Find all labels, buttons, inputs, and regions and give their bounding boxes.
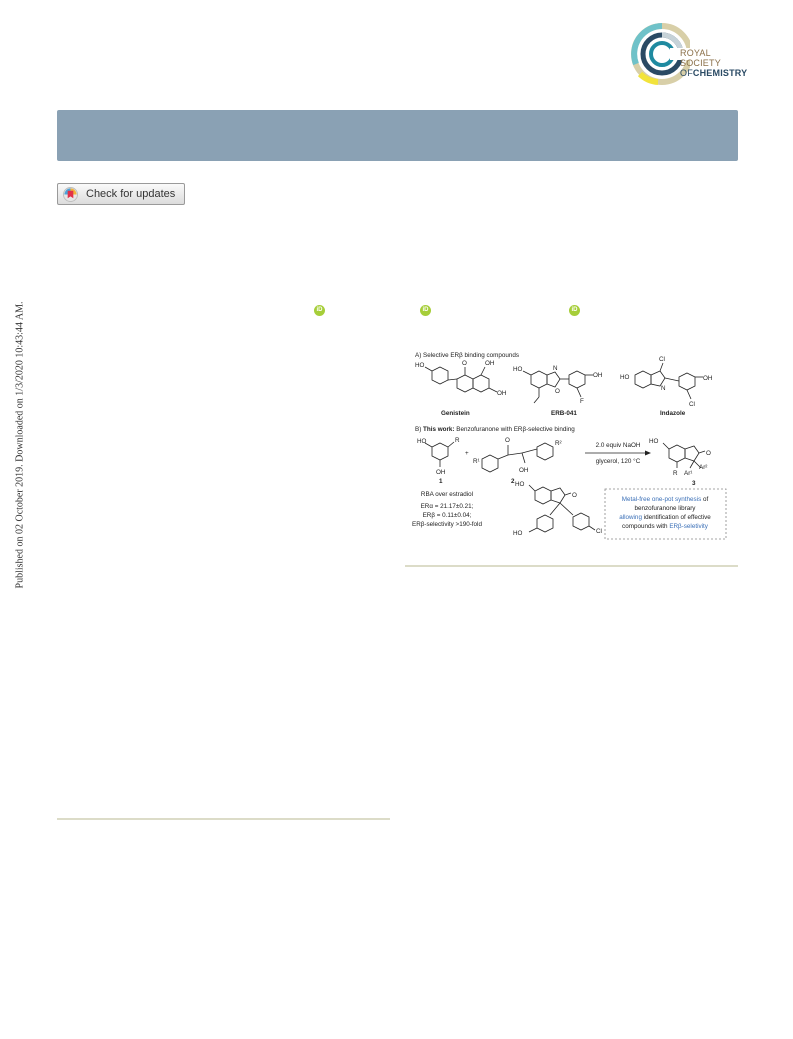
rba-title: RBA over estradiol xyxy=(420,491,474,498)
plus-sign: + xyxy=(465,450,469,457)
compound-3-ho: HO xyxy=(649,438,659,445)
erb041-f: F xyxy=(580,398,584,405)
crossmark-icon xyxy=(63,187,78,202)
lead-ho-bottom: HO xyxy=(513,530,523,537)
compound-3-label: 3 xyxy=(692,480,696,487)
erb041-n: N xyxy=(553,365,558,372)
indazole-structure xyxy=(635,363,703,399)
lead-ho: HO xyxy=(515,481,525,488)
box-line3: allowing identification of effective xyxy=(619,514,711,521)
genistein-label: Genistein xyxy=(441,410,470,417)
erb041-ho: HO xyxy=(513,366,523,373)
genistein-oh-bottom: OH xyxy=(497,390,507,397)
compound-2-r1: R¹ xyxy=(473,458,480,465)
genistein-o: O xyxy=(462,360,467,367)
reaction-arrow xyxy=(585,451,651,456)
logo-line2-prefix: OF xyxy=(680,68,693,78)
erb041-o: O xyxy=(555,388,560,395)
header-banner xyxy=(57,110,738,161)
box-line4: compounds with ERβ-seletivity xyxy=(622,523,708,530)
genistein-oh-top: OH xyxy=(485,360,495,367)
lead-compound-structure xyxy=(529,485,595,532)
rba-selectivity: ERβ-selectivity >190-fold xyxy=(412,521,482,528)
erb041-oh: OH xyxy=(593,372,603,379)
graphical-abstract-figure xyxy=(405,345,738,545)
compound-2-label: 2 xyxy=(511,478,515,485)
compound-1-oh: OH xyxy=(436,469,446,476)
indazole-oh: OH xyxy=(703,375,713,382)
indazole-cl-top: Cl xyxy=(659,356,665,363)
compound-2-structure xyxy=(482,443,553,472)
compound-3-ar2: Ar² xyxy=(699,464,708,471)
section-b-title: B) This work: Benzofuranone with ERβ-selective binding xyxy=(415,426,575,433)
orcid-icon[interactable]: iD xyxy=(569,305,580,316)
lead-o: O xyxy=(572,492,577,499)
lead-cl: Cl xyxy=(596,528,602,535)
compound-1-label: 1 xyxy=(439,478,443,485)
indazole-ho: HO xyxy=(620,374,630,381)
compound-1-structure xyxy=(425,442,454,467)
rba-era: ERα = 21.17±0.21; xyxy=(420,503,474,510)
compound-2-oh: OH xyxy=(519,467,529,474)
box-line2: benzofuranone library xyxy=(634,505,696,512)
section-a-title: A) Selective ERβ binding compounds xyxy=(415,352,520,359)
orcid-icon[interactable]: iD xyxy=(314,305,325,316)
box-line1: Metal-free one-pot synthesis of xyxy=(621,496,709,503)
compound-3-r: R xyxy=(673,470,678,477)
published-sidebar-text: Published on 02 October 2019. Downloaded on 1/3/2020 10:43:44 AM. xyxy=(14,301,26,589)
indazole-label: Indazole xyxy=(660,410,686,417)
arrow-conditions-bottom: glycerol, 120 °C xyxy=(595,458,641,465)
check-for-updates-button[interactable] xyxy=(57,183,185,205)
figure-divider xyxy=(405,565,738,567)
check-for-updates-label: Check for updates xyxy=(86,188,176,200)
genistein-ho: HO xyxy=(415,362,425,369)
compound-3-o: O xyxy=(706,450,711,457)
column-divider xyxy=(57,818,390,820)
rsc-logo xyxy=(630,18,748,92)
genistein-structure xyxy=(425,367,497,392)
compound-1-ho: HO xyxy=(417,438,427,445)
arrow-conditions-top: 2.0 equiv NaOH xyxy=(595,442,641,449)
rba-erb: ERβ = 0.11±0.04; xyxy=(422,512,472,519)
compound-3-ar1: Ar¹ xyxy=(684,470,693,477)
indazole-cl-bottom: Cl xyxy=(689,401,695,408)
compound-2-o: O xyxy=(505,437,510,444)
indazole-n: N xyxy=(661,385,666,392)
rsc-logo-text xyxy=(680,48,747,78)
erb041-label: ERB-041 xyxy=(551,410,577,417)
compound-2-r2: R² xyxy=(555,440,562,447)
logo-line1: ROYAL SOCIETY xyxy=(680,48,721,68)
logo-line2-bold: CHEMISTRY xyxy=(692,68,748,78)
orcid-icon[interactable]: iD xyxy=(420,305,431,316)
compound-1-r: R xyxy=(455,437,460,444)
